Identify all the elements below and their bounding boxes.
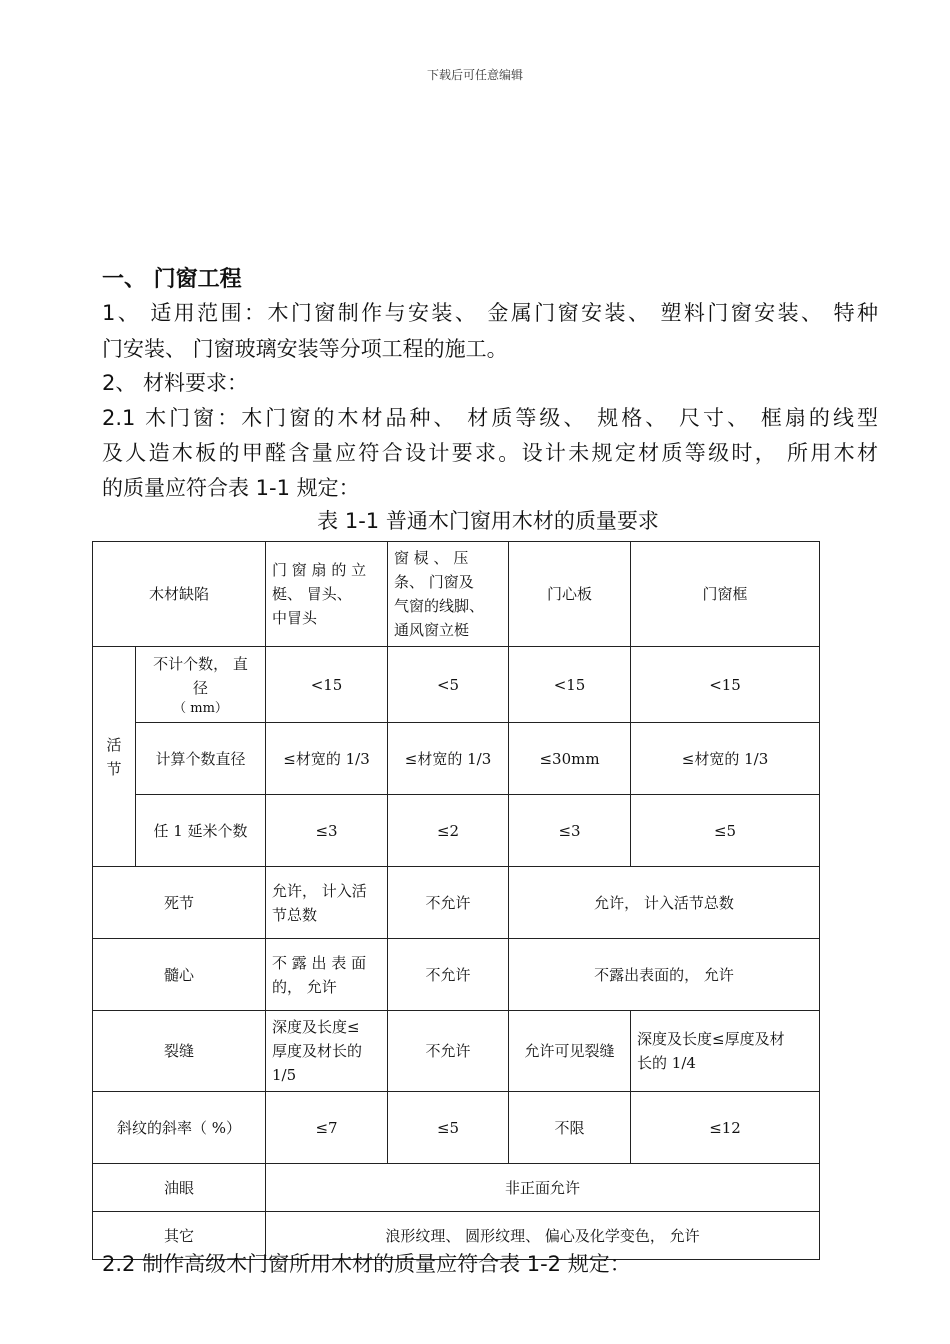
row-label: 不计个数， 直 径 （ mm） — [136, 647, 266, 723]
table-cell: 不允许 — [388, 867, 509, 939]
table-cell: ≤5 — [388, 1092, 509, 1164]
table-cell: ≤3 — [509, 795, 631, 867]
para2: 2、 材料要求： — [102, 371, 249, 395]
table-row — [93, 867, 820, 939]
table-cell: 允许， 计入活 节总数 — [266, 867, 388, 939]
table-cell: ≤材宽的 1/3 — [631, 723, 820, 795]
table-cell: ≤5 — [631, 795, 820, 867]
header-note: 下载后可任意编辑 — [426, 68, 523, 82]
row-label: 任 1 延米个数 — [136, 795, 266, 867]
table-cell: <5 — [388, 647, 509, 723]
header-defect: 木材缺陷 — [93, 542, 266, 647]
para3-line2: 及人造木板的甲醛含量应符合设计要求。设计未规定材质等级时， 所用木材 — [102, 441, 878, 465]
para1-line1: 1、 适用范围：木门窗制作与安装、 金属门窗安装、 塑料门窗安装、 特种 — [102, 301, 878, 325]
header-col4: 门窗框 — [631, 542, 820, 647]
table-cell: 不允许 — [388, 1011, 509, 1092]
table-cell: 允许， 计入活节总数 — [509, 867, 820, 939]
header-col2: 窗 棂 、 压 条、 门窗及 气窗的线脚、 通风窗立梃 — [388, 542, 509, 647]
row-label: 斜纹的斜率（ %） — [93, 1092, 266, 1164]
row-label: 油眼 — [93, 1164, 266, 1212]
quality-table — [92, 541, 820, 1260]
table-cell: ≤2 — [388, 795, 509, 867]
table-cell: ≤3 — [266, 795, 388, 867]
footer-line: 2.2 制作高级木门窗所用木材的质量应符合表 1-2 规定： — [102, 1252, 631, 1276]
table-cell: 不 露 出 表 面 的， 允许 — [266, 939, 388, 1011]
table-cell: 不限 — [509, 1092, 631, 1164]
table-row — [93, 647, 820, 723]
table-cell: ≤材宽的 1/3 — [388, 723, 509, 795]
para3-line1: 2.1 木门窗：木门窗的木材品种、 材质等级、 规格、 尺寸、 框扇的线型 — [102, 406, 878, 430]
table-row — [93, 723, 820, 795]
table-header-row — [93, 542, 820, 647]
table-row — [93, 939, 820, 1011]
table-caption: 表 1-1 普通木门窗用木材的质量要求 — [317, 509, 659, 533]
row-label: 其它 — [93, 1212, 266, 1260]
table-cell: ≤12 — [631, 1092, 820, 1164]
table-cell: 非正面允许 — [266, 1164, 820, 1212]
table-cell: <15 — [631, 647, 820, 723]
live-knot-label: 活 节 — [93, 647, 136, 867]
table-cell: 深度及长度≤厚度及材 长的 1/4 — [631, 1011, 820, 1092]
para1-line2: 门安装、 门窗玻璃安装等分项工程的施工。 — [102, 337, 508, 361]
para3-line3: 的质量应符合表 1-1 规定： — [102, 476, 360, 500]
table-row — [93, 1164, 820, 1212]
table-cell: ≤材宽的 1/3 — [266, 723, 388, 795]
table-cell: 浪形纹理、 圆形纹理、 偏心及化学变色， 允许 — [266, 1212, 820, 1260]
row-label: 髓心 — [93, 939, 266, 1011]
row-label: 计算个数直径 — [136, 723, 266, 795]
table-cell: 深度及长度≤ 厚度及材长的 1/5 — [266, 1011, 388, 1092]
table-row — [93, 1092, 820, 1164]
row-label: 死节 — [93, 867, 266, 939]
table-cell: ≤7 — [266, 1092, 388, 1164]
header-col3: 门心板 — [509, 542, 631, 647]
table-cell: 不露出表面的， 允许 — [509, 939, 820, 1011]
section-title: 一、 门窗工程 — [102, 267, 242, 292]
table-cell: ≤30mm — [509, 723, 631, 795]
table-row — [93, 1011, 820, 1092]
table-cell: 不允许 — [388, 939, 509, 1011]
table-cell: 允许可见裂缝 — [509, 1011, 631, 1092]
table-cell: <15 — [509, 647, 631, 723]
header-col1: 门 窗 扇 的 立 梃、 冒头、 中冒头 — [266, 542, 388, 647]
row-label: 裂缝 — [93, 1011, 266, 1092]
table-cell: <15 — [266, 647, 388, 723]
table-row — [93, 795, 820, 867]
